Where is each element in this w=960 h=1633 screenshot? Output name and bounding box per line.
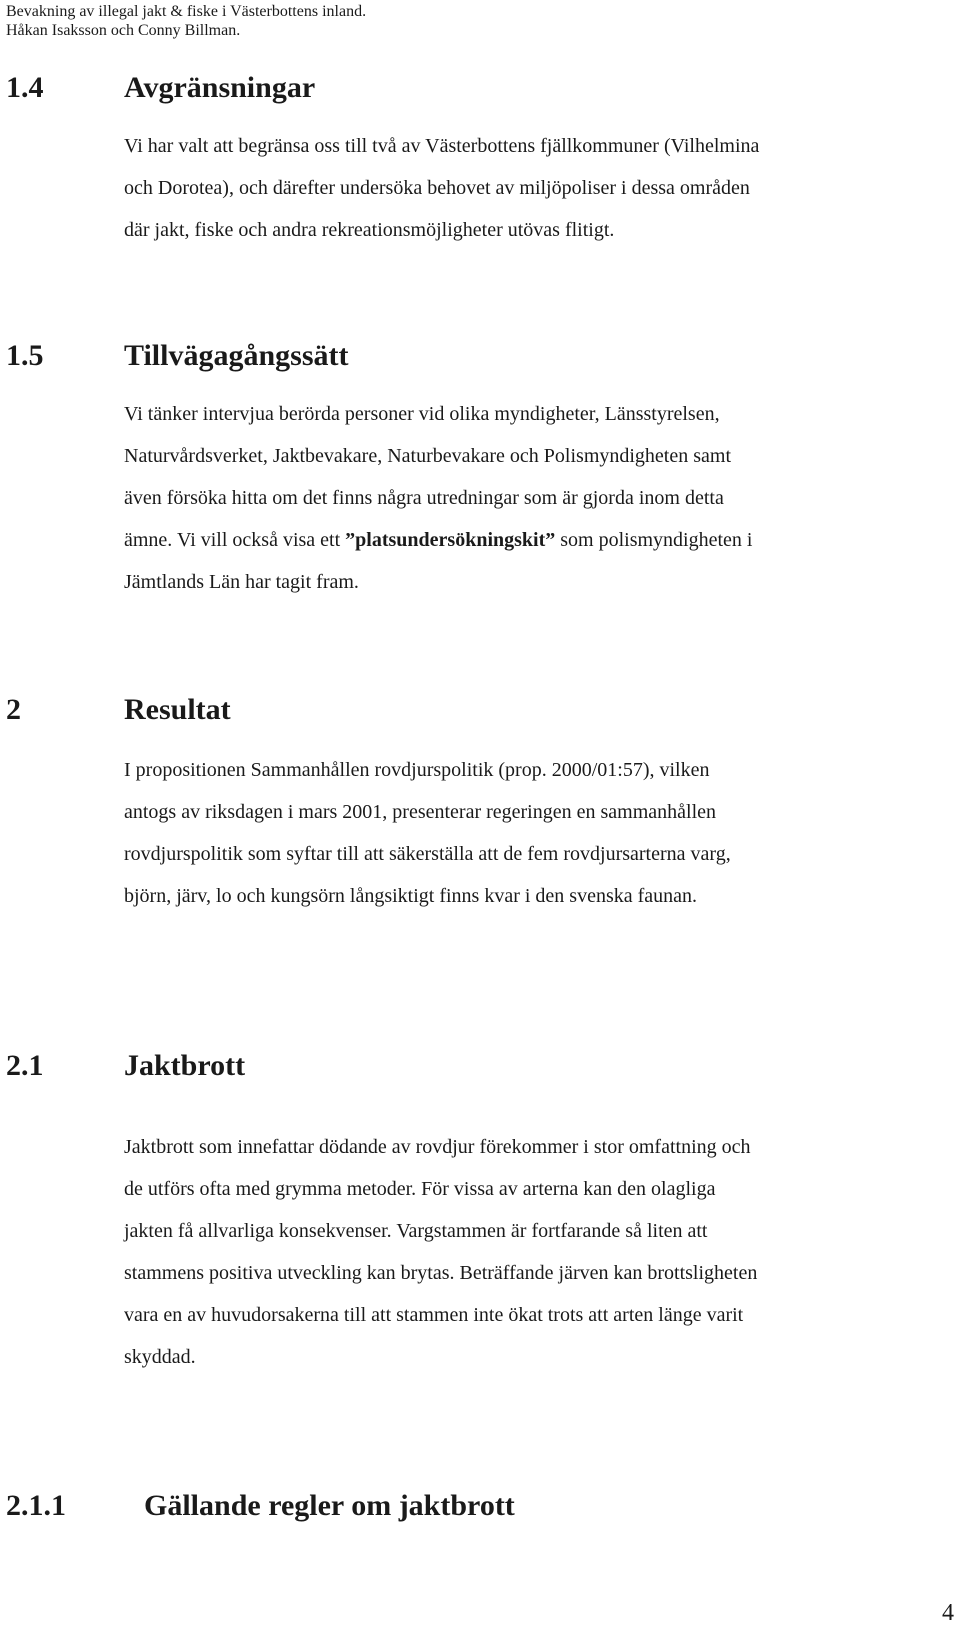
text-line: och Dorotea), och därefter undersöka behovet av miljöpoliser i dessa områden	[124, 177, 750, 199]
heading-title: Tillvägagångssätt	[124, 339, 349, 372]
heading-number: 1.5	[6, 339, 44, 372]
text-line: vara en av huvudorsakerna till att stammen inte ökat trots att arten länge varit	[124, 1304, 744, 1326]
text-line: Naturvårdsverket, Jaktbevakare, Naturbevakare och Polismyndigheten samt	[124, 445, 732, 467]
text-line: jakten få allvarliga konsekvenser. Vargstammen är fortfarande så liten att	[124, 1220, 708, 1242]
heading-2-1	[6, 1048, 245, 1084]
text-line: Jämtlands Län har tagit fram.	[124, 571, 359, 593]
text-line: de utförs ofta med grymma metoder. För vissa av arterna kan den olagliga	[124, 1178, 716, 1200]
heading-2	[6, 692, 231, 728]
bold-term: ”platsundersökningskit”	[345, 529, 556, 551]
header-authors: Håkan Isaksson och Conny Billman.	[6, 22, 241, 39]
text-line: Jaktbrott som innefattar dödande av rovdjur förekommer i stor omfattning och	[124, 1136, 751, 1158]
heading-title: Jaktbrott	[124, 1049, 246, 1082]
heading-number: 2.1	[6, 1049, 44, 1082]
heading-2-1-1	[6, 1488, 515, 1524]
text-run: ämne. Vi vill också visa ett	[124, 529, 346, 551]
text-line: där jakt, fiske och andra rekreationsmöjligheter utövas flitigt.	[124, 219, 615, 241]
text-line: I propositionen Sammanhållen rovdjurspolitik (prop. 2000/01:57), vilken	[124, 759, 710, 781]
heading-1-5	[6, 338, 349, 374]
text-run: som polismyndigheten i	[555, 529, 753, 551]
heading-number: 1.4	[6, 71, 44, 104]
header-document-title: Bevakning av illegal jakt & fiske i Västerbottens inland.	[6, 3, 367, 20]
text-line: även försöka hitta om det finns några utredningar som är gjorda inom detta	[124, 487, 724, 509]
page-number: 4	[942, 1600, 954, 1626]
text-line: Vi tänker intervjua berörda personer vid olika myndigheter, Länsstyrelsen,	[124, 403, 720, 425]
text-line: antogs av riksdagen i mars 2001, presenterar regeringen en sammanhållen	[124, 801, 717, 823]
heading-1-4	[6, 70, 315, 106]
paragraph-jaktbrott	[124, 1126, 944, 1378]
text-line: stammens positiva utveckling kan brytas. Beträffande järven kan brottsligheten	[124, 1262, 758, 1284]
text-line: Vi har valt att begränsa oss till två av Västerbottens fjällkommuner (Vilhelmina	[124, 135, 760, 157]
heading-title: Gällande regler om jaktbrott	[144, 1489, 515, 1522]
heading-title: Avgränsningar	[124, 71, 316, 104]
paragraph-tillvagagangssatt	[124, 393, 944, 603]
paragraph-resultat	[124, 749, 944, 917]
text-line	[124, 519, 944, 561]
heading-number: 2.1.1	[6, 1489, 66, 1522]
paragraph-avgransningar	[124, 125, 944, 251]
text-line: skyddad.	[124, 1346, 196, 1368]
text-line: rovdjurspolitik som syftar till att säkerställa att de fem rovdjursarterna varg,	[124, 843, 731, 865]
heading-title: Resultat	[124, 693, 231, 726]
heading-number: 2	[6, 693, 21, 726]
running-header	[6, 2, 366, 40]
text-line: björn, järv, lo och kungsörn långsiktigt finns kvar i den svenska faunan.	[124, 885, 698, 907]
